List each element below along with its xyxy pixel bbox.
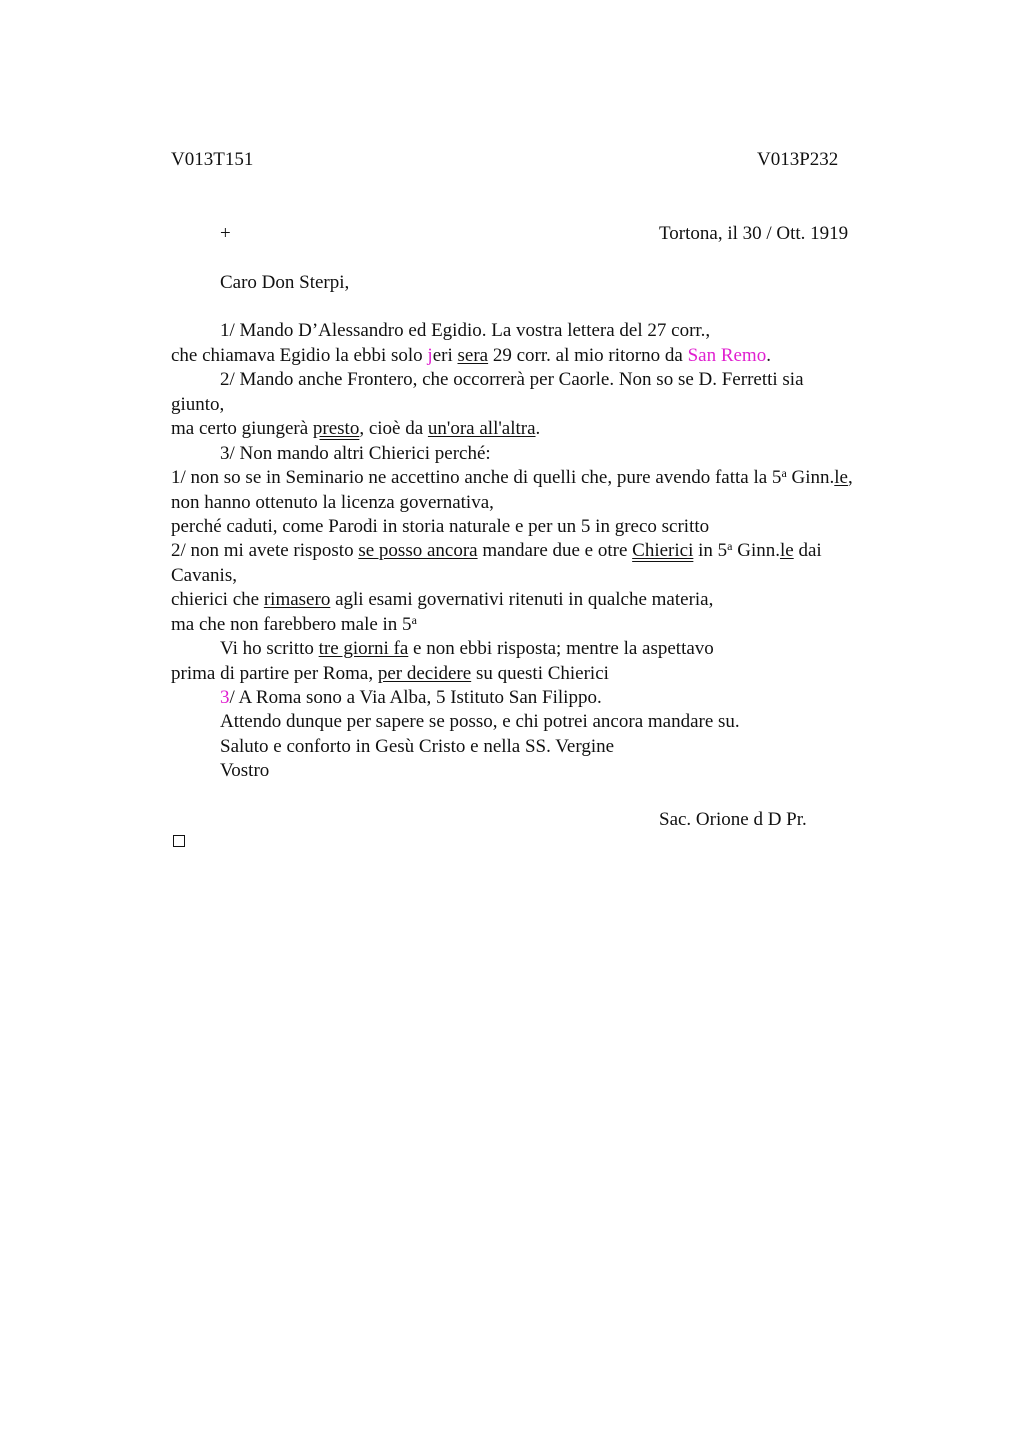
- place-date: Tortona, il 30 / Ott. 1919: [659, 223, 849, 244]
- body-line: giunto,: [171, 394, 225, 415]
- body-line: Saluto e conforto in Gesù Cristo e nella SS. Vergine: [220, 736, 615, 757]
- cross-symbol: +: [220, 223, 231, 244]
- superscript: a: [727, 539, 733, 553]
- closing: Vostro: [220, 760, 270, 781]
- body-line: 1/ Mando D’Alessandro ed Egidio. La vostra lettera del 27 corr.,: [220, 320, 711, 341]
- body-line: non hanno ottenuto la licenza governativa,: [171, 492, 494, 513]
- highlighted-letter: j: [427, 345, 433, 366]
- underlined-word: rimasero: [263, 589, 331, 610]
- underlined-phrase: un'ora all'altra: [427, 418, 536, 439]
- double-underlined-word: Chierici: [632, 540, 694, 561]
- superscript: a: [781, 466, 787, 480]
- body-line: 2/ Mando anche Frontero, che occorrerà per Caorle. Non so se D. Ferretti sia: [220, 369, 804, 390]
- underlined-phrase: per decidere: [377, 663, 472, 684]
- signature: Sac. Orione d D Pr.: [659, 809, 807, 830]
- underlined-word: sera: [457, 345, 489, 366]
- body-line: che chiamava Egidio la ebbi solo jeri sera 29 corr. al mio ritorno da San Remo.: [171, 345, 771, 366]
- body-line: 2/ non mi avete risposto se posso ancora mandare due e otre Chierici in 5$^a$ Ginn.le dai: [171, 539, 822, 561]
- body-line: 1/ non so se in Seminario ne accettino anche di quelli che, pure avendo fatta la 5$^a$ Ginn.le,: [171, 466, 853, 488]
- highlighted-place: San Remo: [687, 345, 767, 366]
- body-line: prima di partire per Roma, per decidere su questi Chierici: [171, 663, 609, 684]
- right-archive-code: V013P232: [757, 149, 839, 170]
- body-line: ma certo giungerà presto, cioè da un'ora all'altra.: [171, 418, 541, 439]
- superscript: a: [411, 613, 417, 627]
- body-line: Cavanis,: [171, 565, 237, 586]
- left-archive-code: V013T151: [171, 149, 254, 170]
- body-line: Vi ho scritto tre giorni fa e non ebbi risposta; mentre la aspettavo: [220, 638, 714, 659]
- underlined-word: le: [779, 540, 794, 561]
- salutation: Caro Don Sterpi,: [220, 272, 350, 293]
- body-line: 3/ Non mando altri Chierici perché:: [220, 443, 491, 464]
- highlighted-number: 3: [220, 687, 230, 708]
- underlined-phrase: se posso ancora: [358, 540, 478, 561]
- body-line: 3/ A Roma sono a Via Alba, 5 Istituto San Filippo.: [220, 687, 602, 708]
- body-line: Attendo dunque per sapere se posso, e chi potrei ancora mandare su.: [220, 711, 740, 732]
- body-line: ma che non farebbero male in 5$^a$: [171, 613, 417, 635]
- underlined-word: le: [834, 467, 848, 488]
- body-line: chierici che rimasero agli esami governativi ritenuti in qualche materia,: [171, 589, 714, 610]
- underlined-phrase: tre giorni fa: [318, 638, 409, 659]
- body-line: perché caduti, come Parodi in storia naturale e per un 5 in greco scritto: [171, 516, 710, 537]
- empty-square-symbol: [173, 835, 185, 847]
- double-underlined-word: presto: [312, 418, 360, 439]
